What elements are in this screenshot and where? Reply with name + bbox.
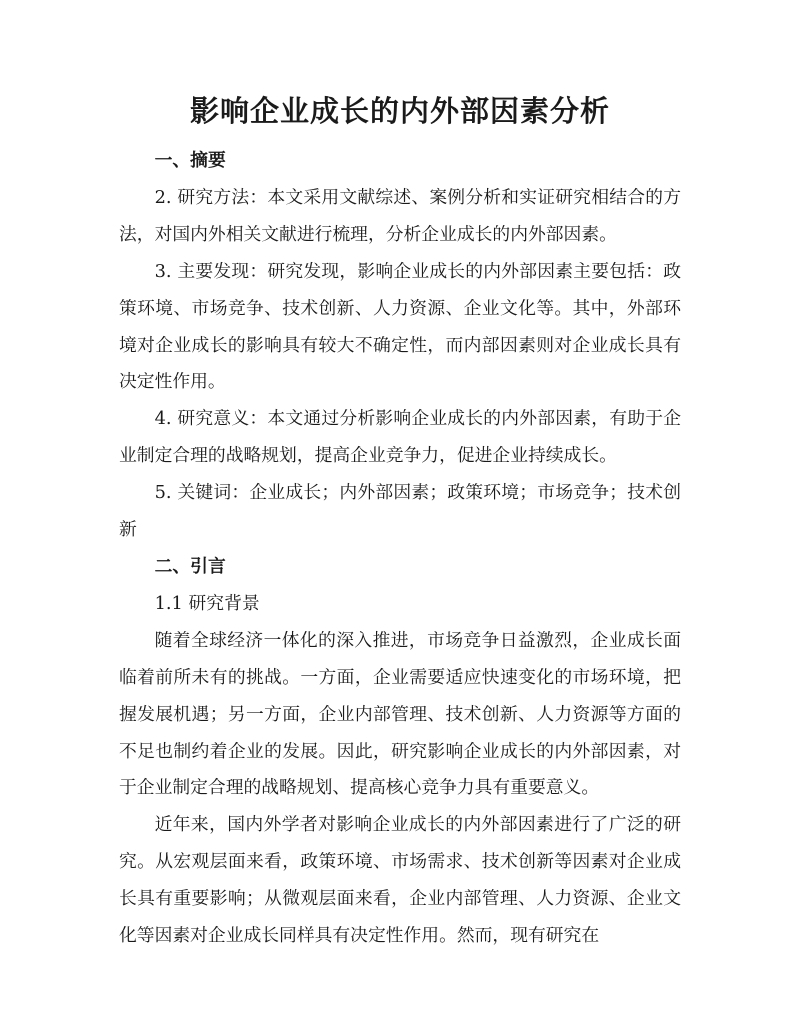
intro-paragraph: 近年来，国内外学者对影响企业成长的内外部因素进行了广泛的研究。从宏观层面来看，政策环境、市场需求、技术创新等因素对企业成长具有重要影响；从微观层面来看，企业内部管理、人力资源、企业文化等因素对企业成长同样具有决定性作用。然而，现有研究在: [119, 814, 681, 947]
intro-paragraph: 随着全球经济一体化的深入推进，市场竞争日益激烈，企业成长面临着前所未有的挑战。一方面，企业需要适应快速变化的市场环境，把握发展机遇；另一方面，企业内部管理、技术创新、人力资源等方面的不足也制约着企业的发展。因此，研究影响企业成长的内外部因素，对于企业制定合理的战略规划、提高核心竞争力具有重要意义。: [119, 629, 681, 799]
section-heading-introduction: 二、引言: [154, 555, 226, 577]
abstract-item-keywords: 5. 关键词：企业成长；内外部因素；政策环境；市场竞争；技术创新: [119, 482, 681, 541]
section-heading-abstract: 一、摘要: [154, 150, 226, 171]
abstract-item-methods: 2. 研究方法：本文采用文献综述、案例分析和实证研究相结合的方法，对国内外相关文献进行梳理，分析企业成长的内外部因素。: [119, 186, 681, 245]
document-title: 影响企业成长的内外部因素分析: [189, 94, 610, 128]
abstract-item-significance: 4. 研究意义：本文通过分析影响企业成长的内外部因素，有助于企业制定合理的战略规划，提高企业竞争力，促进企业持续成长。: [119, 408, 681, 467]
abstract-item-findings: 3. 主要发现：研究发现，影响企业成长的内外部因素主要包括：政策环境、市场竞争、技术创新、人力资源、企业文化等。其中，外部环境对企业成长的影响具有较大不确定性，而内部因素则对企业成长具有决定性作用。: [119, 260, 681, 393]
document-body: [119, 143, 681, 955]
subsection-heading-background: 1.1 研究背景: [154, 592, 260, 614]
